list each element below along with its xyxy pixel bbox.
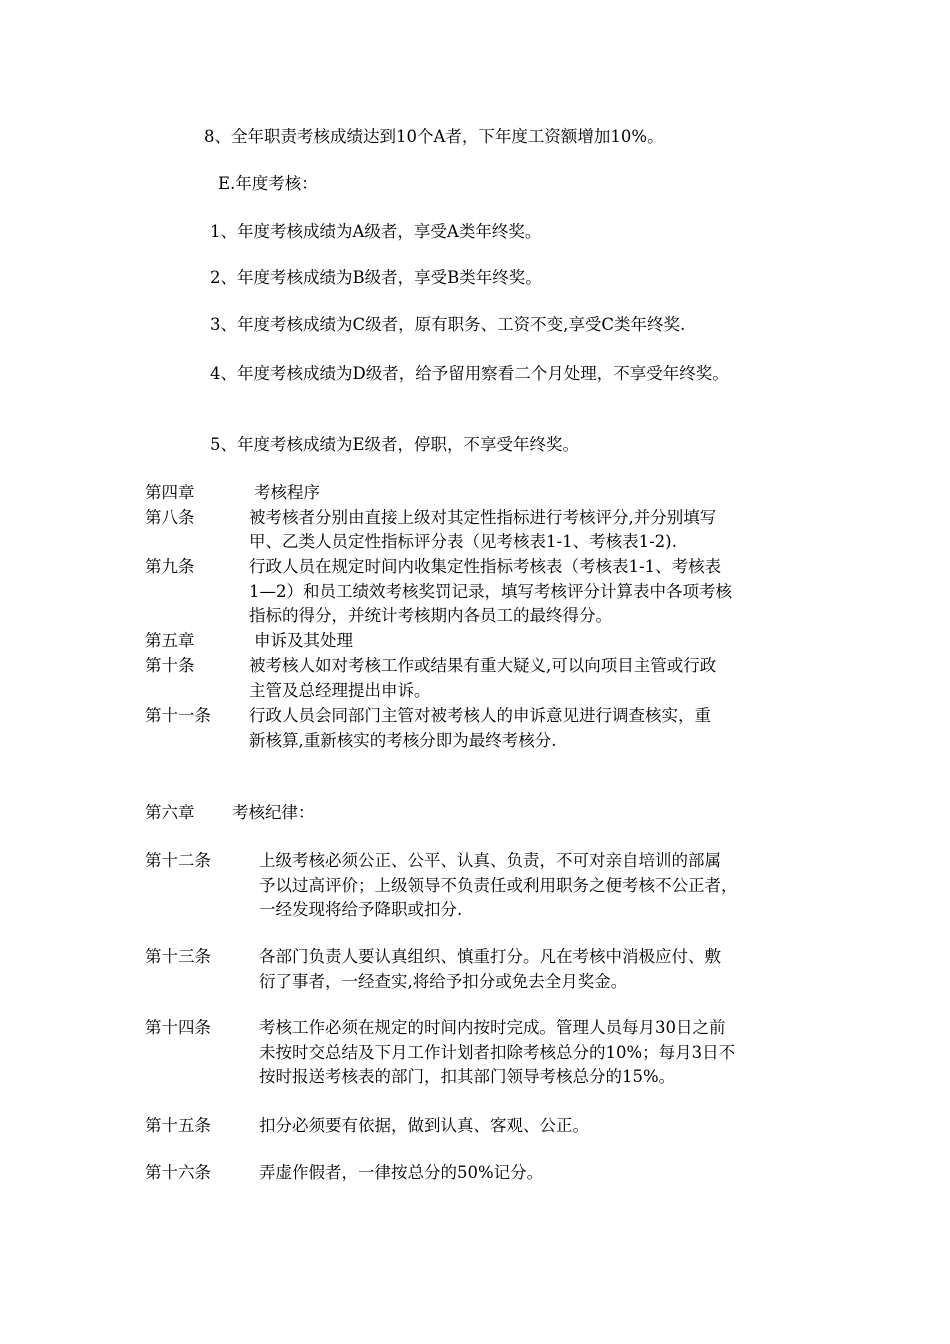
annual-item-2: 2、年度考核成绩为B级者，享受B类年终奖。 — [210, 268, 542, 287]
article11-label: 第十一条 — [145, 706, 211, 725]
article9-line-1: 行政人员在规定时间内收集定性指标考核表（考核表1-1、考核表 — [249, 557, 722, 576]
chapter5-label: 第五章 — [145, 631, 195, 650]
article10-line-2: 主管及总经理提出申诉。 — [249, 681, 431, 700]
award-item-8: 8、全年职责考核成绩达到10个A者，下年度工资额增加10%。 — [204, 127, 664, 146]
article12-line-2: 予以过高评价；上级领导不负责任或利用职务之便考核不公正者， — [259, 876, 738, 895]
article12-label: 第十二条 — [145, 851, 211, 870]
article9-line-2: 1—2）和员工绩效考核奖罚记录，填写考核评分计算表中各项考核 — [249, 582, 732, 601]
article13-label: 第十三条 — [145, 947, 211, 966]
chapter4-label: 第四章 — [145, 483, 195, 502]
article13-line-1: 各部门负责人要认真组织、慎重打分。凡在考核中消极应付、敷 — [259, 947, 721, 966]
article14-line-1: 考核工作必须在规定的时间内按时完成。管理人员每月30日之前 — [259, 1018, 726, 1037]
article8-line-2: 甲、乙类人员定性指标评分表（见考核表1-1、考核表1-2). — [249, 532, 677, 551]
article15-text: 扣分必须要有依据，做到认真、客观、公正。 — [259, 1116, 589, 1135]
article11-line-1: 行政人员会同部门主管对被考核人的申诉意见进行调查核实，重 — [249, 706, 711, 725]
article16-text: 弄虚作假者，一律按总分的50%记分。 — [259, 1163, 544, 1182]
article16-label: 第十六条 — [145, 1163, 211, 1182]
annual-item-5: 5、年度考核成绩为E级者，停职，不享受年终奖。 — [210, 435, 580, 454]
annual-item-3: 3、年度考核成绩为C级者，原有职务、工资不变,享受C类年终奖. — [210, 315, 686, 334]
article14-line-2: 未按时交总结及下月工作计划者扣除考核总分的10%；每月3日不 — [259, 1043, 736, 1062]
article14-label: 第十四条 — [145, 1018, 211, 1037]
chapter4-title: 考核程序 — [254, 483, 320, 502]
annual-heading: E.年度考核： — [218, 174, 318, 193]
article12-line-3: 一经发现将给予降职或扣分. — [259, 900, 463, 919]
article15-label: 第十五条 — [145, 1116, 211, 1135]
chapter6-title: 考核纪律： — [232, 803, 315, 822]
article12-line-1: 上级考核必须公正、公平、认真、负责，不可对亲自培训的部属 — [259, 851, 721, 870]
chapter5-title: 申诉及其处理 — [254, 631, 353, 650]
article8-line-1: 被考核者分别由直接上级对其定性指标进行考核评分,并分别填写 — [249, 508, 717, 527]
article13-line-2: 衍了事者，一经查实,将给予扣分或免去全月奖金。 — [259, 972, 628, 991]
article10-label: 第十条 — [145, 656, 195, 675]
chapter6-label: 第六章 — [145, 803, 195, 822]
article14-line-3: 按时报送考核表的部门，扣其部门领导考核总分的15%。 — [259, 1067, 676, 1086]
annual-item-4: 4、年度考核成绩为D级者，给予留用察看二个月处理，不享受年终奖。 — [210, 364, 729, 383]
article9-line-3: 指标的得分，并统计考核期内各员工的最终得分。 — [249, 606, 612, 625]
annual-item-1: 1、年度考核成绩为A级者，享受A类年终奖。 — [210, 222, 542, 241]
article9-label: 第九条 — [145, 557, 195, 576]
article8-label: 第八条 — [145, 508, 195, 527]
article10-line-1: 被考核人如对考核工作或结果有重大疑义,可以向项目主管或行政 — [249, 656, 717, 675]
article11-line-2: 新核算,重新核实的考核分即为最终考核分. — [249, 731, 557, 750]
